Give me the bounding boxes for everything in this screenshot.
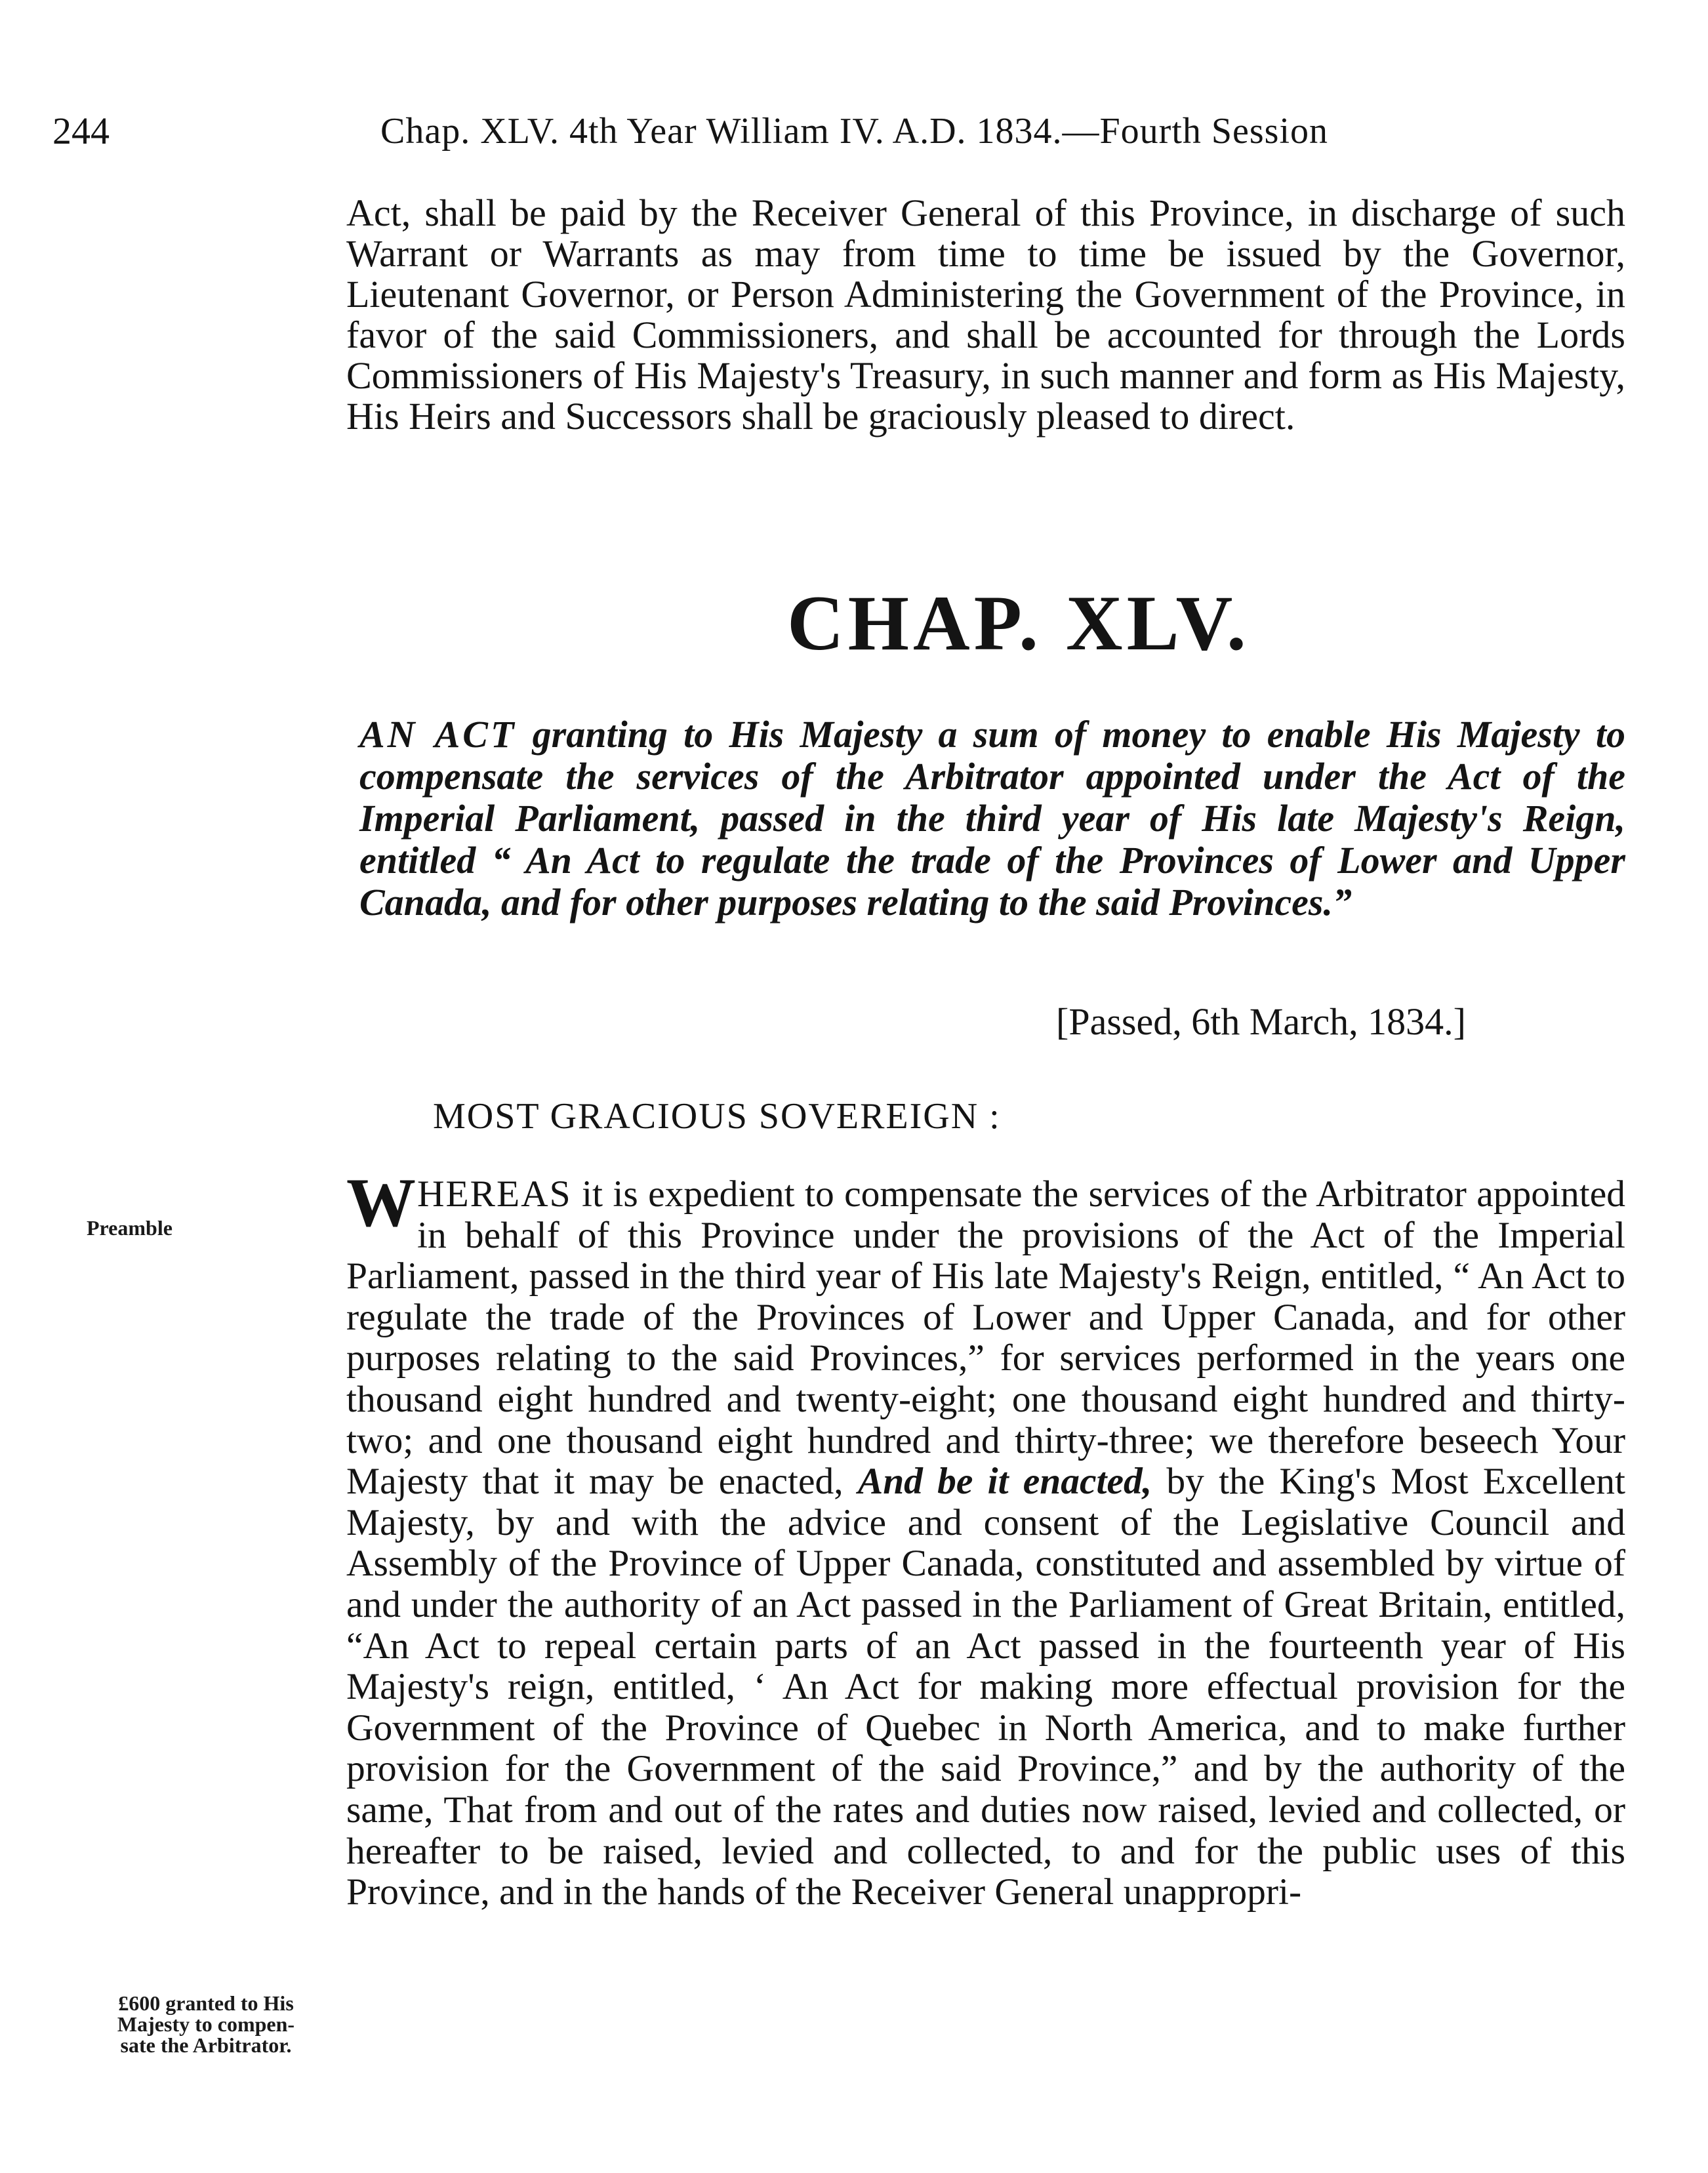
enacting-phrase: And be it enacted, <box>857 1461 1152 1503</box>
previous-section-paragraph: Act, shall be paid by the Receiver General of this Province, in discharge of such Warrant or Warrants as may from time to time be issued by the Governor, Lieutenant Governor, or Person Administering the Government of the Province, in favor of the said Commissioners, and shall be accounted for through the Lords Commissioners of His Majesty's Treasury, in such manner and form as His Majesty, His Heirs and Successors shall be graciously pleased to direct. <box>346 192 1625 437</box>
margin-note-grant-line-1: £600 granted to His <box>118 1991 294 2015</box>
opening-caps: HEREAS <box>417 1173 572 1215</box>
body-text-part-2: by the King's Most Excellent Majesty, by and with the advice and consent of the Legislative Council and Assembly of the Province of Upper Canada, constituted and assembled by virtue of and under the authority of an Act passed in the Parliament of Great Britain, entitled, “An Act to repeal certain parts of an Act passed in the fourteenth year of His Majesty's reign, entitled, ‘ An Act for making more effectual provision for the Government of the Province of Quebec in North America, and to make further provision for the Government of the said Province,” and by the authority of the same, That from and out of the rates and duties now raised, levied and collected, or hereafter to be raised, levied and collected, to and for the public uses of this Province, and in the hands of the Receiver General unappropri- <box>346 1461 1625 1913</box>
drop-cap: W <box>346 1164 416 1241</box>
chapter-heading: CHAP. XLV. <box>787 579 1250 666</box>
margin-note-grant-line-3: sate the Arbitrator. <box>120 2033 292 2057</box>
margin-note-preamble: Preamble <box>87 1216 173 1240</box>
margin-note-grant <box>81 1993 331 2056</box>
page-number: 244 <box>52 110 110 152</box>
previous-section-text <box>346 193 1625 437</box>
act-title <box>359 714 1625 924</box>
running-header: Chap. XLV. 4th Year William IV. A.D. 1834.—Fourth Session <box>380 111 1329 152</box>
body-text-part-1: it is expedient to compensate the services of the Arbitrator appointed in behalf of this Province under the provisions of the Act of the Imperial Parliament, passed in the third year of His late Majesty's Reign, entitled, “ An Act to regulate the trade of the Provinces of Lower and Upper Canada, and for other purposes relating to the said Provinces,” for services performed in the years one thousand eight hundred and twenty-eight; one thousand eight hundred and thirty-two; and one thousand eight hundred and thirty-three; we therefore beseech Your Majesty that it may be enacted, <box>346 1173 1625 1503</box>
act-title-lead: AN ACT <box>359 713 517 756</box>
main-paragraph <box>346 1164 1625 1913</box>
margin-note-grant-line-2: Majesty to compen- <box>117 2012 295 2036</box>
salutation: MOST GRACIOUS SOVEREIGN : <box>433 1096 1001 1137</box>
act-title-text: granting to His Majesty a sum of money to enable His Majesty to compensate the services of the Arbitrator appointed under the Act of the Imperial Parliament, passed in the third year of His late Majesty's Reign, entitled “ An Act to regulate the trade of the Provinces of Lower and Upper Canada, and for other purposes relating to the said Provinces.” <box>359 713 1625 924</box>
passed-date: [Passed, 6th March, 1834.] <box>1056 1000 1467 1043</box>
enactment-paragraph <box>346 1164 1625 1913</box>
